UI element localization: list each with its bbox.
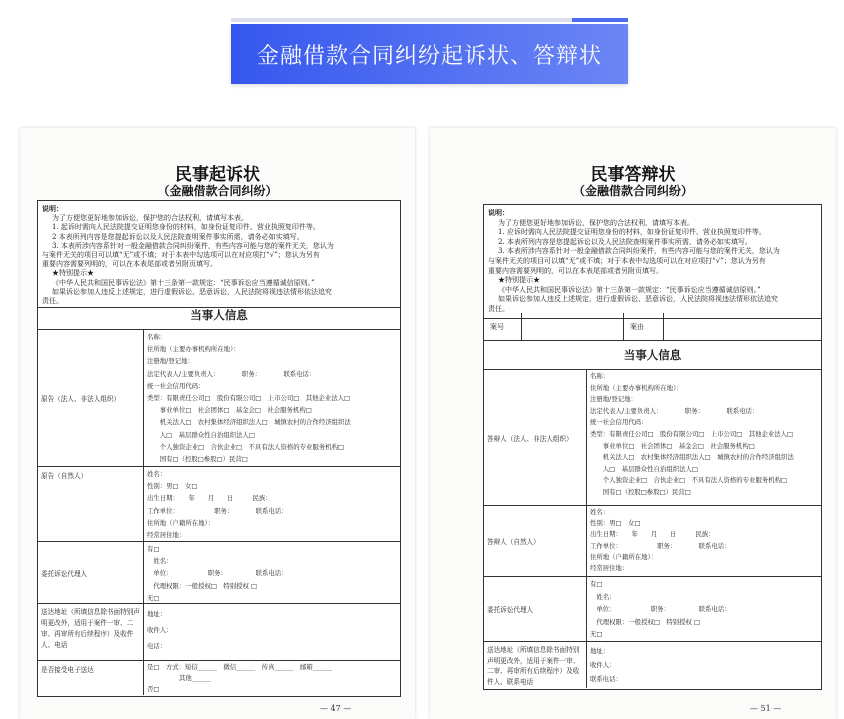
- field-line: 工作单位： 职务： 联系电话：: [147, 506, 288, 515]
- field-line: 收件人：: [147, 626, 173, 634]
- e-service-row: [38, 661, 400, 695]
- defense-party-section-title: 当事人信息: [484, 341, 821, 370]
- service-address-row: [38, 604, 400, 661]
- row-content: [144, 330, 400, 466]
- row-content: [144, 661, 400, 695]
- field-line: 单位： 职务： 联系电话：: [147, 569, 288, 578]
- row-label: 答辩人（法人、非法人组织）: [484, 370, 587, 505]
- field-line: 联系电话：: [590, 675, 622, 683]
- field-line: 国有□（控股□参股□）民营□: [147, 454, 248, 463]
- field-line: 有□: [147, 545, 160, 553]
- row-label: 委托诉讼代理人: [38, 542, 144, 603]
- cause-label: 案由: [624, 313, 664, 340]
- field-line: 地址：: [590, 647, 610, 655]
- field-line: 注册地/登记地：: [590, 395, 637, 404]
- defense-form: [483, 204, 822, 690]
- defense-notes: [484, 205, 821, 319]
- field-line: 事业单位□ 社会团体□ 基金会□ 社会服务机构□: [147, 406, 312, 415]
- notes-line: 《中华人民共和国民事诉讼法》第十三条第一款规定：“民事诉讼应当遵循诚信原则。”: [52, 278, 315, 287]
- field-line: 统一社会信用代码：: [590, 418, 648, 427]
- row-label: 原告（法人、非法人组织）: [38, 330, 144, 466]
- complaint-party-section-title: 当事人信息: [38, 302, 400, 330]
- field-line: 性别：男□ 女□: [147, 482, 198, 491]
- field-line: 机关法人□ 农村集体经济组织法人□ 城镇农村的合作经济组织法: [590, 453, 794, 462]
- row-label: 送达地址（所填信息除书面特别声明更改外，适用于案件一审、二审、再审所有后续程序）及收件人、联系电话: [484, 642, 587, 688]
- field-line: 收件人：: [590, 661, 616, 669]
- case-no-label: 案号: [484, 313, 522, 340]
- notes-line: 责任。: [488, 304, 509, 313]
- notes-line: ★特别提示★: [52, 269, 94, 278]
- notes-line: 如果诉讼参加人违反上述规定，进行虚假诉讼、恶意诉讼，人民法院将视违法情形依法追究: [498, 295, 778, 304]
- row-content: [587, 577, 821, 641]
- field-line: 是□ 方式：短信______ 微信______ 传真______ 邮箱______: [147, 663, 332, 671]
- notes-line: 3. 本表所涉内容系针对一般金融借款合同纠纷案件，有些内容可能与您的案件无关，您认为: [52, 241, 334, 250]
- notes-line: 为了方便您更好地参加诉讼，保护您的合法权利，请填写本表。: [498, 218, 694, 227]
- row-content: [587, 642, 821, 688]
- notes-line: 1. 起诉时需向人民法院提交证明您身份的材料，如身份证复印件、营业执照复印件等。: [52, 223, 320, 232]
- row-label: 原告（自然人）: [38, 467, 144, 541]
- notes-line: 重要内容需要列明的，可以在本表尾部或者另附页填写。: [488, 266, 663, 275]
- field-line: 住所地（户籍所在地）：: [147, 518, 215, 527]
- field-line: 人□ 基层群众性自治组织法人□: [147, 430, 255, 439]
- row-content: [587, 370, 821, 505]
- row-label: 答辩人（自然人）: [484, 506, 587, 576]
- field-line: 住所地（户籍所在地）：: [590, 552, 658, 561]
- agent-row: [484, 577, 821, 642]
- defense-subtitle: （金融借款合同纠纷）: [572, 184, 693, 198]
- field-line: 否□: [147, 685, 160, 693]
- complaint-subtitle: （金融借款合同纠纷）: [157, 184, 278, 198]
- field-line: 单位： 职务： 联系电话：: [590, 605, 731, 614]
- field-line: 工作单位： 职务： 联系电话：: [590, 541, 731, 550]
- case-no-value: [522, 313, 624, 340]
- notes-heading: 说明：: [42, 204, 63, 213]
- field-line: 姓名：: [590, 592, 616, 601]
- field-line: 人□ 基层群众性自治组织法人□: [590, 464, 698, 473]
- field-line: 住所地（主要办事机构所在地）：: [590, 383, 683, 392]
- field-line: 其他______: [147, 674, 211, 682]
- field-line: 个人独资企业□ 合伙企业□ 不具有法人资格的专业服务机构□: [147, 442, 345, 451]
- field-line: 姓名：: [147, 470, 167, 478]
- notes-line: ★特别提示★: [498, 276, 540, 285]
- notes-heading: 说明：: [488, 208, 509, 217]
- row-content: [144, 542, 400, 603]
- field-line: 电话：: [147, 642, 167, 650]
- page-number: — 51 —: [750, 704, 782, 713]
- field-line: 经常居住地：: [590, 563, 629, 572]
- field-line: 统一社会信用代码：: [147, 381, 205, 390]
- field-line: 经常居住地：: [147, 530, 186, 539]
- field-line: 代理权限：一般授权□ 特别授权 □: [147, 581, 257, 590]
- field-line: 国有□（控股□参股□）民营□: [590, 487, 691, 496]
- notes-line: 重要内容需要列明的，可以在本表尾部或者另附页填写。: [42, 260, 217, 269]
- field-line: 类型：有限责任公司□ 股份有限公司□ 上市公司□ 其他企业法人□: [147, 393, 351, 402]
- plaintiff-person-row: [38, 467, 400, 542]
- field-line: 法定代表人/主要负责人： 职务： 联系电话：: [147, 369, 316, 378]
- cause-value: [664, 313, 821, 340]
- field-line: 名称：: [590, 372, 610, 380]
- field-line: 名称：: [147, 333, 167, 341]
- banner-title: 金融借款合同纠纷起诉状、答辩状: [231, 24, 628, 84]
- field-line: 出生日期： 年 月 日 民族：: [147, 494, 272, 503]
- row-label: 委托诉讼代理人: [484, 577, 587, 641]
- field-line: 类型：有限责任公司□ 股份有限公司□ 上市公司□ 其他企业法人□: [590, 429, 794, 438]
- field-line: 地址：: [147, 610, 167, 618]
- notes-line: 2 本表所列内容是您提起诉讼以及人民法院查明案件事实所需，请务必如实填写。: [52, 232, 304, 241]
- row-label: 送达地址（所填信息除书面特别声明更改外，适用于案件一审、二审、再审所有后续程序）及收件人、电话: [38, 604, 144, 660]
- field-line: 无□: [147, 593, 160, 602]
- notes-line: 3. 本表所涉内容系针对一般金融借款合同纠纷案件，有些内容可能与您的案件无关，您认为: [498, 247, 780, 256]
- field-line: 机关法人□ 农村集体经济组织法人□ 城镇农村的合作经济组织法: [147, 418, 351, 427]
- notes-line: 1. 应诉时需向人民法院提交证明您身份的材料，如身份证复印件、营业执照复印件等。: [498, 228, 766, 237]
- field-line: 有□: [590, 580, 603, 588]
- defense-page: [430, 128, 836, 719]
- case-info-row: [484, 313, 821, 341]
- field-line: 个人独资企业□ 合伙企业□ 不具有法人资格的专业服务机构□: [590, 476, 788, 485]
- plaintiff-org-row: [38, 330, 400, 467]
- field-line: 姓名：: [147, 557, 173, 566]
- banner-top-line: [231, 18, 628, 22]
- complaint-notes: [38, 201, 400, 308]
- page-number: — 47 —: [320, 704, 352, 713]
- field-line: 住所地（主要办事机构所在地）：: [147, 345, 240, 354]
- field-line: 出生日期： 年 月 日 民族：: [590, 530, 715, 539]
- field-line: 事业单位□ 社会团体□ 基金会□ 社会服务机构□: [590, 441, 755, 450]
- complaint-page: [20, 128, 415, 719]
- defense-title: 民事答辩状: [590, 165, 676, 185]
- field-line: 代理权限：一般授权□ 特别授权 □: [590, 617, 700, 626]
- row-content: [144, 604, 400, 660]
- field-line: 姓名：: [590, 508, 610, 516]
- respondent-org-row: [484, 370, 821, 506]
- notes-line: 2. 本表所列内容是您提起诉讼以及人民法院查明案件事实所需，请务必如实填写。: [498, 237, 752, 246]
- notes-line: 为了方便您更好地参加诉讼，保护您的合法权利，请填写本表。: [52, 214, 248, 223]
- field-line: 法定代表人/主要负责人： 职务： 联系电话：: [590, 406, 759, 415]
- notes-line: 《中华人民共和国民事诉讼法》第十三条第一款规定：“民事诉讼应当遵循诚信原则。”: [498, 285, 761, 294]
- row-content: [587, 506, 821, 576]
- agent-row: [38, 542, 400, 604]
- complaint-form: [37, 200, 401, 697]
- field-line: 性别：男□ 女□: [590, 519, 641, 528]
- row-content: [144, 467, 400, 541]
- respondent-person-row: [484, 506, 821, 577]
- notes-line: 如果诉讼参加人违反上述规定，进行虚假诉讼、恶意诉讼，人民法院将视违法情形依法追究: [52, 287, 332, 296]
- notes-line: 责任。: [42, 297, 63, 306]
- complaint-title: 民事起诉状: [175, 165, 260, 185]
- service-address-row: [484, 642, 821, 688]
- banner-accent-line: [572, 18, 628, 22]
- notes-line: 与案件无关的项目可以填“无”或不填；对于本表中勾选项可以在对应项打“√”；您认为另有: [488, 256, 766, 265]
- field-line: 注册地/登记地：: [147, 357, 194, 366]
- field-line: 无□: [590, 630, 603, 639]
- notes-line: 与案件无关的项目可以填“无”或不填；对于本表中勾选项可以在对应项打“√”；您认为另有: [42, 251, 320, 260]
- row-label: 是否接受电子送达: [38, 661, 144, 695]
